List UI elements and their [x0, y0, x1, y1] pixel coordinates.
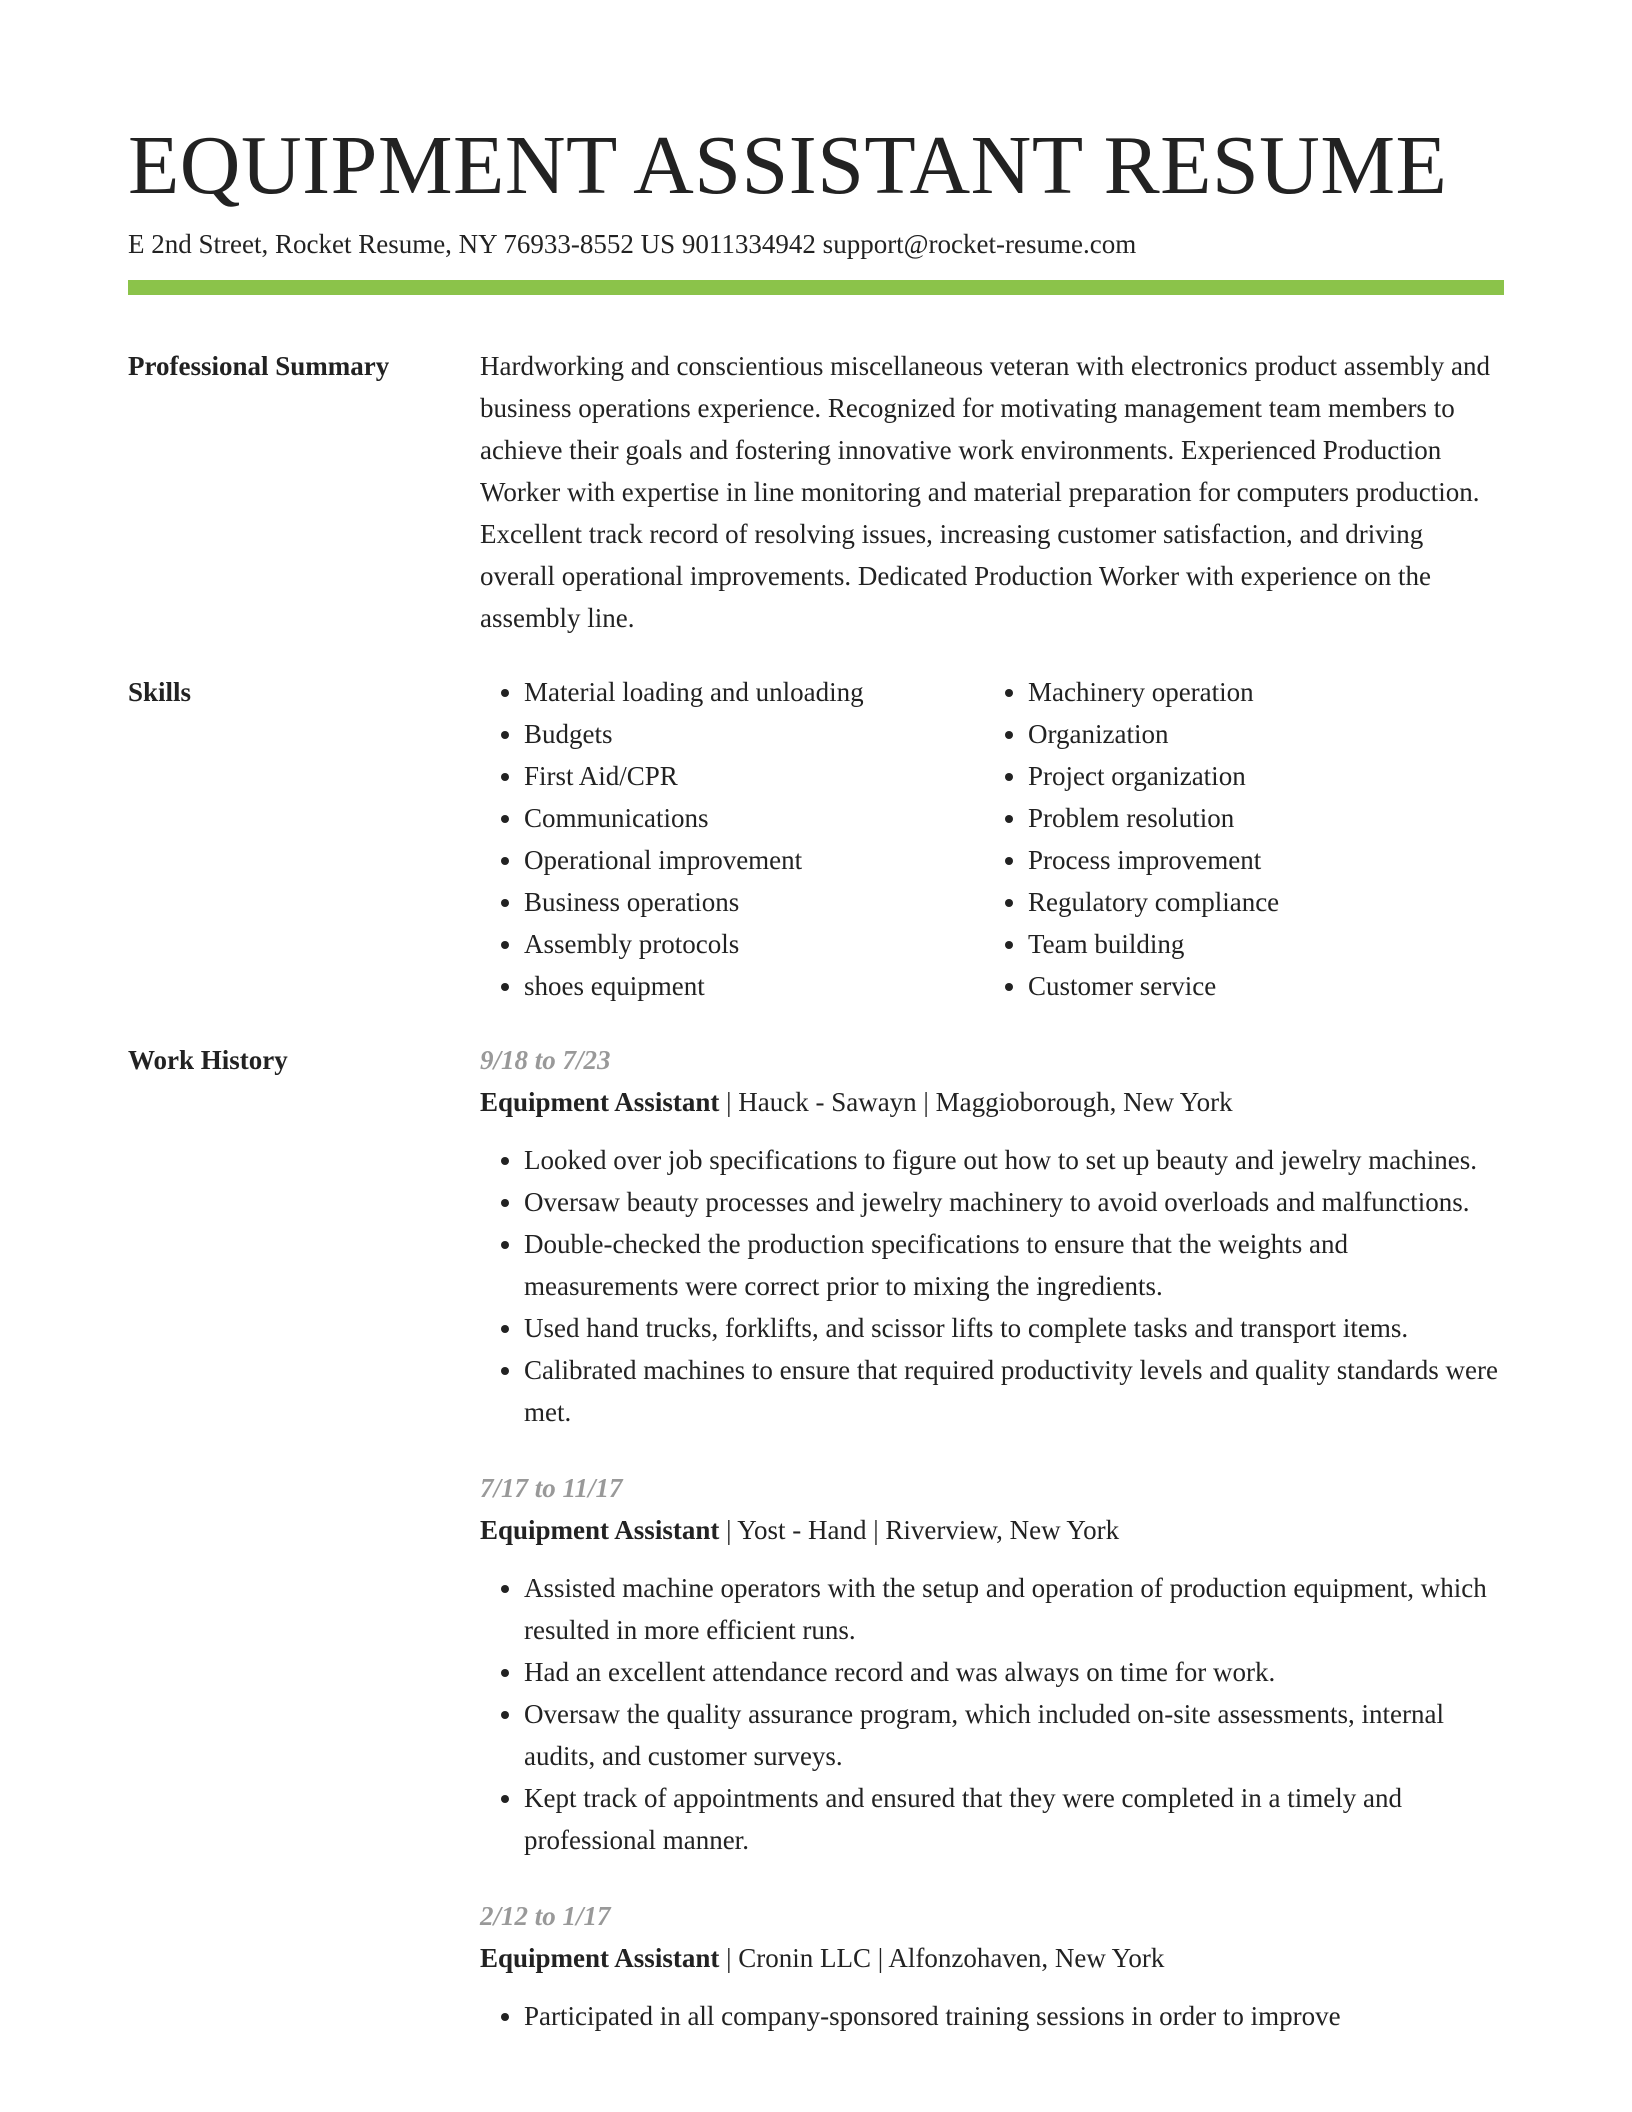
job-bullets [480, 1567, 1504, 1861]
job-details: | Cronin LLC | Alfonzohaven, New York [719, 1943, 1165, 1973]
skill-item: • Problem resolution [1028, 797, 1488, 839]
skill-item: • Machinery operation [1028, 671, 1488, 713]
job-bullet: • Double-checked the production specifications to ensure that the weights and measurements were correct prior to mixing the ingredients. [524, 1223, 1504, 1307]
job-entry [480, 1467, 1504, 1861]
skill-item: • Operational improvement [524, 839, 984, 881]
job-entry [480, 1039, 1504, 1433]
job-title: Equipment Assistant [480, 1943, 720, 1973]
job-title: Equipment Assistant [480, 1515, 720, 1545]
work-history-section [128, 1039, 1504, 2071]
job-bullet: • Participated in all company-sponsored training sessions in order to improve [524, 1995, 1504, 2037]
skill-item: • Project organization [1028, 755, 1488, 797]
summary-text: Hardworking and conscientious miscellaneous veteran with electronics product assembly and business operations experience. Recognized for motivating management team members to achieve their goals and fostering innovative work environments. Experienced Production Worker with expertise in line monitoring and material preparation for computers production. Excellent track record of resolving issues, increasing customer satisfaction, and driving overall operational improvements. Dedicated Production Worker with experience on the assembly line. [480, 351, 1490, 633]
skill-item: • Process improvement [1028, 839, 1488, 881]
skill-item: • First Aid/CPR [524, 755, 984, 797]
job-bullet: • Oversaw the quality assurance program, which included on-site assessments, internal audits, and customer surveys. [524, 1693, 1504, 1777]
skills-list-right [984, 671, 1488, 1007]
job-details: | Yost - Hand | Riverview, New York [719, 1515, 1120, 1545]
job-bullet: • Used hand trucks, forklifts, and scissor lifts to complete tasks and transport items. [524, 1307, 1504, 1349]
job-entry [480, 1895, 1504, 2037]
skill-item: • Customer service [1028, 965, 1488, 1007]
skills-section [128, 671, 1504, 1007]
jobs-list [480, 1039, 1504, 2071]
skill-item: • Assembly protocols [524, 923, 984, 965]
resume-title: EQUIPMENT ASSISTANT RESUME [128, 119, 1448, 212]
professional-summary-section [128, 345, 1504, 639]
job-title: Equipment Assistant [480, 1087, 720, 1117]
skill-item: • shoes equipment [524, 965, 984, 1007]
job-title-line [480, 1081, 1504, 1123]
job-bullet: • Assisted machine operators with the setup and operation of production equipment, which resulted in more efficient runs. [524, 1567, 1504, 1651]
job-bullets [480, 1995, 1504, 2037]
skill-item: • Regulatory compliance [1028, 881, 1488, 923]
job-bullet: • Calibrated machines to ensure that required productivity levels and quality standards were met. [524, 1349, 1504, 1433]
job-title-line [480, 1509, 1504, 1551]
job-dates: 2/12 to 1/17 [480, 1901, 611, 1931]
job-bullet: • Looked over job specifications to figure out how to set up beauty and jewelry machines. [524, 1139, 1504, 1181]
skills-list-left [480, 671, 984, 1007]
section-label: Professional Summary [128, 351, 390, 381]
skill-item: • Budgets [524, 713, 984, 755]
skill-item: • Organization [1028, 713, 1488, 755]
job-dates: 9/18 to 7/23 [480, 1045, 611, 1075]
job-title-line [480, 1937, 1504, 1979]
skill-item: • Material loading and unloading [524, 671, 984, 713]
accent-divider [128, 280, 1504, 295]
skill-item: • Communications [524, 797, 984, 839]
section-label: Work History [128, 1045, 288, 1075]
job-bullets [480, 1139, 1504, 1433]
job-details: | Hauck - Sawayn | Maggioborough, New York [719, 1087, 1233, 1117]
section-label: Skills [128, 677, 192, 707]
skill-item: • Team building [1028, 923, 1488, 965]
contact-line: E 2nd Street, Rocket Resume, NY 76933-8552 US 9011334942 support@rocket-resume.com [128, 229, 1137, 259]
skill-item: • Business operations [524, 881, 984, 923]
job-bullet: • Oversaw beauty processes and jewelry machinery to avoid overloads and malfunctions. [524, 1181, 1504, 1223]
job-dates: 7/17 to 11/17 [480, 1473, 623, 1503]
job-bullet: • Kept track of appointments and ensured that they were completed in a timely and professional manner. [524, 1777, 1504, 1861]
job-bullet: • Had an excellent attendance record and was always on time for work. [524, 1651, 1504, 1693]
